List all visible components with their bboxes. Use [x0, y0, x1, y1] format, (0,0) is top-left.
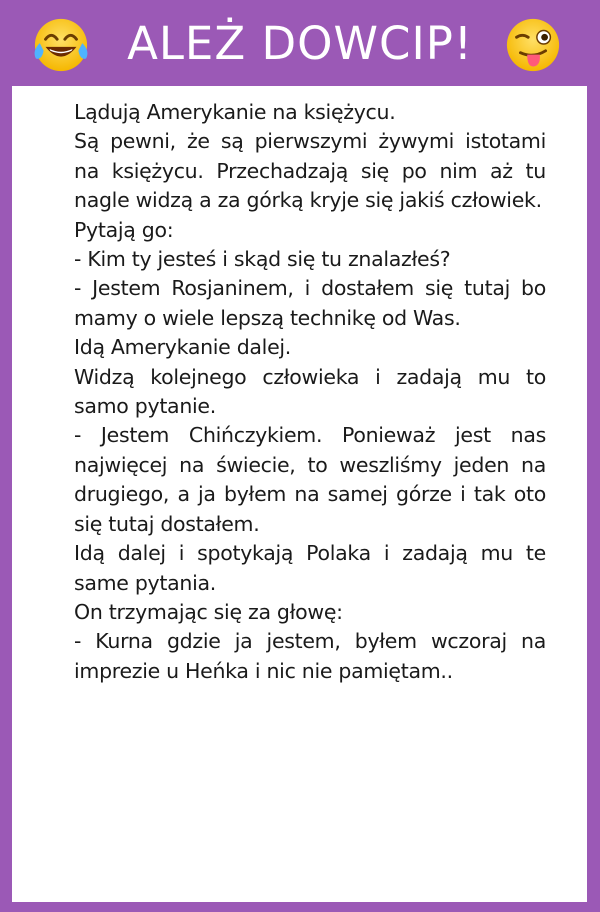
joke-paragraph: Są pewni, że są pierwszymi żywymi istotami na księżycu. Przechadzają się po nim aż tu nagle widzą a za górką kryje się jakiś człowiek.	[74, 129, 546, 213]
joke-paragraph: Pytają go:	[74, 217, 174, 242]
joke-paragraph: On trzymając się za głowę:	[74, 599, 343, 624]
page-title: ALEŻ DOWCIP!	[127, 16, 473, 70]
joke-paragraph: Widzą kolejnego człowieka i zadają mu to samo pytanie.	[74, 364, 546, 419]
winking-face-with-tongue-icon	[504, 16, 562, 74]
joke-text	[74, 98, 546, 686]
header	[0, 0, 600, 86]
joke-paragraph: Lądują Amerykanie na księżycu.	[74, 100, 396, 124]
joke-paragraph: Idą dalej i spotykają Polaka i zadają mu te same pytania.	[74, 541, 546, 595]
joke-paragraph: - Jestem Chińczykiem. Ponieważ jest nas najwięcej na świecie, to weszliśmy jeden na drugiego, a ja byłem na samej górze i tak oto się tutaj dostałem.	[74, 423, 546, 536]
joke-paragraph: - Jestem Rosjaninem, i dostałem się tutaj bo mamy o wiele lepszą technikę od Was.	[74, 276, 546, 330]
joke-card	[12, 86, 587, 902]
joke-paragraph: - Kim ty jesteś i skąd się tu znalazłeś?	[74, 247, 451, 272]
joke-paragraph: - Kurna gdzie ja jestem, byłem wczoraj na imprezie u Heńka i nic nie pamiętam..	[74, 629, 546, 683]
joke-paragraph: Idą Amerykanie dalej.	[74, 335, 291, 360]
face-with-tears-of-joy-icon	[32, 16, 90, 74]
